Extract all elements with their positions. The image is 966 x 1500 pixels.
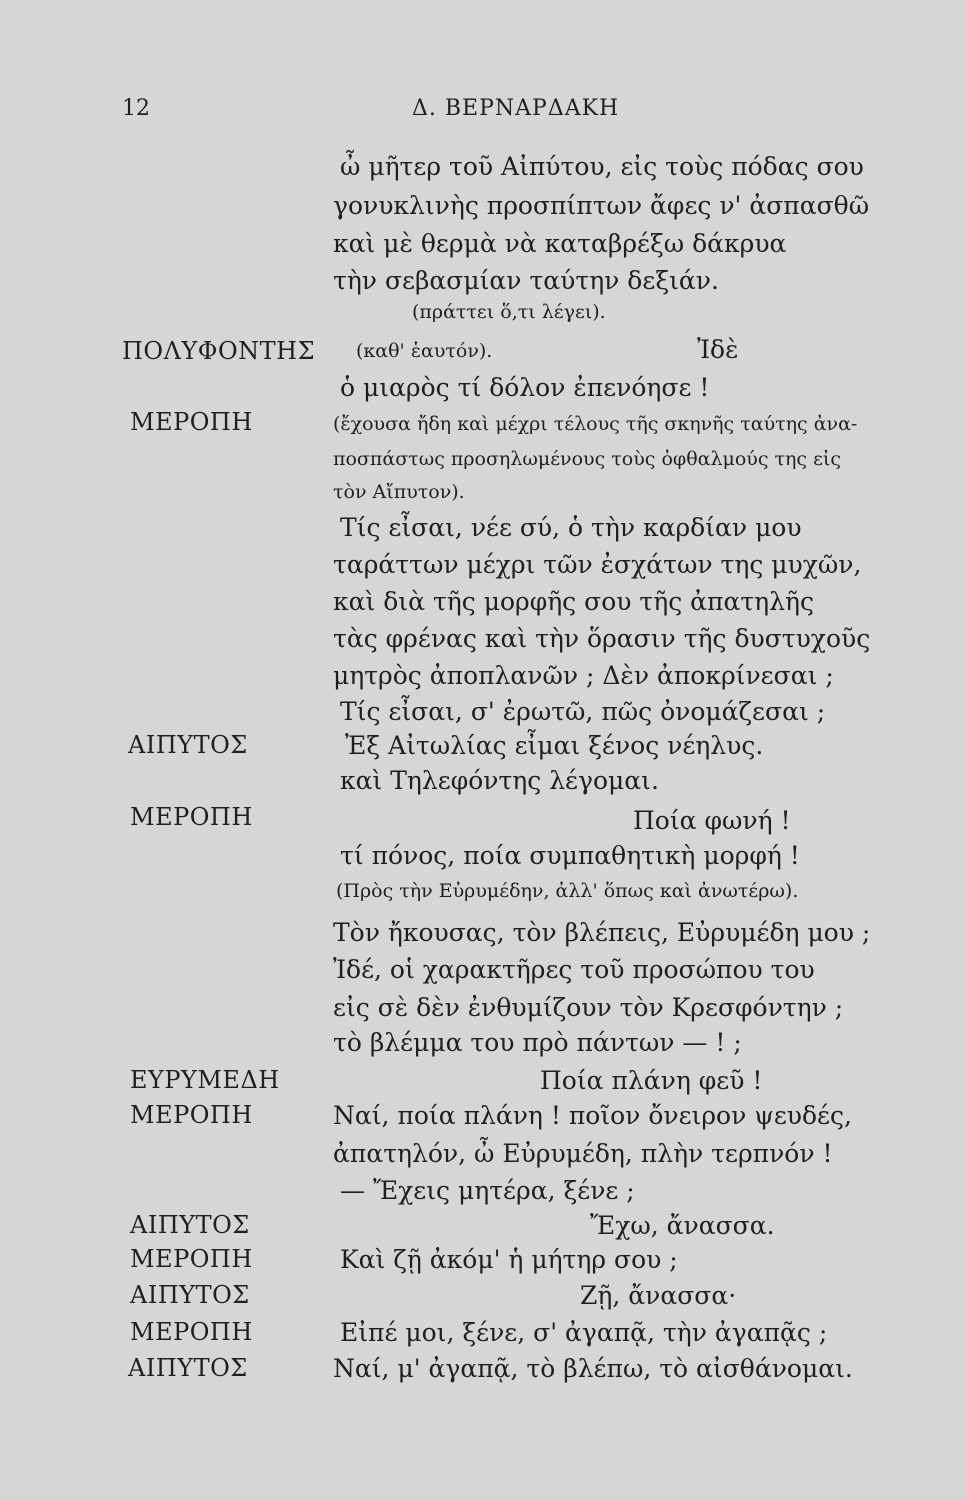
running-title: Δ. ΒΕΡΝΑΡΔΑΚΗ xyxy=(412,96,620,121)
verse-line: Ζῇ, ἄνασσα· xyxy=(580,1281,737,1310)
verse-line: ὁ μιαρὸς τί δόλον ἐπενόησε ! xyxy=(340,373,710,402)
verse-line: Ποία φωνή ! xyxy=(633,806,791,835)
verse-line: γονυκλινὴς προσπίπτων ἄφες ν' ἀσπασθῶ xyxy=(333,191,870,220)
verse-line: Ἰδὲ xyxy=(697,335,739,364)
speaker-name: ΜΕΡΟΠΗ xyxy=(130,1245,253,1273)
verse-line: Τίς εἶσαι, νέε σύ, ὁ τὴν καρδίαν μου xyxy=(340,513,802,542)
speaker-name: ΑΙΠΥΤΟΣ xyxy=(128,731,248,759)
verse-line: Ἐξ Αἰτωλίας εἶμαι ξένος νέηλυς. xyxy=(345,731,764,760)
verse-line: Ἰδέ, οἱ χαρακτῆρες τοῦ προσώπου του xyxy=(333,955,815,984)
verse-line: ταράττων μέχρι τῶν ἐσχάτων της μυχῶν, xyxy=(333,550,862,579)
speaker-name: ΜΕΡΟΠΗ xyxy=(130,408,253,436)
verse-line: ὦ μῆτερ τοῦ Αἰπύτου, εἰς τοὺς πόδας σου xyxy=(340,152,864,181)
verse-line: μητρὸς ἀποπλανῶν ; Δὲν ἀποκρίνεσαι ; xyxy=(333,661,834,690)
verse-line: εἰς σὲ δὲν ἐνθυμίζουν τὸν Κρεσφόντην ; xyxy=(333,993,844,1022)
verse-line: Ποία πλάνη φεῦ ! xyxy=(540,1066,763,1095)
verse-line: καὶ Τηλεφόντης λέγομαι. xyxy=(340,766,659,795)
speaker-name: ΑΙΠΥΤΟΣ xyxy=(128,1354,248,1382)
verse-line: καὶ μὲ θερμὰ νὰ καταβρέξω δάκρυα xyxy=(333,229,787,258)
page-number: 12 xyxy=(122,96,150,121)
verse-line: Ἔχω, ἄνασσα. xyxy=(590,1211,775,1240)
verse-line: τὸ βλέμμα του πρὸ πάντων — ! ; xyxy=(333,1028,742,1057)
verse-line: καὶ διὰ τῆς μορφῆς σου τῆς ἀπατηλῆς xyxy=(333,587,814,616)
stage-direction: τὸν Αἴπυτον). xyxy=(333,481,465,503)
speaker-name: ΜΕΡΟΠΗ xyxy=(130,1101,253,1129)
verse-line: Εἰπέ μοι, ξένε, σ' ἀγαπᾷ, τὴν ἀγαπᾷς ; xyxy=(340,1318,828,1347)
verse-line: τί πόνος, ποία συμπαθητικὴ μορφή ! xyxy=(340,841,800,870)
speaker-name: ΜΕΡΟΠΗ xyxy=(130,1318,253,1346)
verse-line: Τὸν ἤκουσας, τὸν βλέπεις, Εὐρυμέδη μου ; xyxy=(333,918,871,947)
verse-line: Καὶ ζῇ ἀκόμ' ἡ μήτηρ σου ; xyxy=(340,1245,678,1274)
stage-direction: (πράττει ὅ,τι λέγει). xyxy=(412,301,606,323)
verse-line: ἀπατηλόν, ὦ Εὐρυμέδη, πλὴν τερπνόν ! xyxy=(333,1139,833,1168)
speaker-name: ΕΥΡΥΜΕΔΗ xyxy=(130,1066,280,1094)
verse-line: Ναί, μ' ἀγαπᾷ, τὸ βλέπω, τὸ αἰσθάνομαι. xyxy=(333,1354,853,1383)
verse-line: Τίς εἶσαι, σ' ἐρωτῶ, πῶς ὀνομάζεσαι ; xyxy=(340,697,826,726)
stage-direction: (καθ' ἑαυτόν). xyxy=(356,340,493,362)
verse-line: τὴν σεβασμίαν ταύτην δεξιάν. xyxy=(333,266,719,295)
verse-line: — Ἔχεις μητέρα, ξένε ; xyxy=(340,1176,635,1205)
stage-direction: (Πρὸς τὴν Εὐρυμέδην, ἀλλ' ὅπως καὶ ἀνωτέρω). xyxy=(336,880,799,902)
verse-line: Ναί, ποία πλάνη ! ποῖον ὄνειρον ψευδές, xyxy=(333,1101,852,1130)
verse-line: τὰς φρένας καὶ τὴν ὅρασιν τῆς δυστυχοῦς xyxy=(333,624,871,653)
speaker-name: ΜΕΡΟΠΗ xyxy=(130,803,253,831)
stage-direction: (ἔχουσα ἤδη καὶ μέχρι τέλους τῆς σκηνῆς ταύτης ἀνα- xyxy=(333,413,858,435)
speaker-name: ΑΙΠΥΤΟΣ xyxy=(130,1281,250,1309)
stage-direction: ποσπάστως προσηλωμένους τοὺς ὀφθαλμούς της εἰς xyxy=(333,448,842,470)
speaker-name: ΑΙΠΥΤΟΣ xyxy=(130,1211,250,1239)
speaker-name: ΠΟΛΥΦΟΝΤΗΣ xyxy=(122,337,316,365)
